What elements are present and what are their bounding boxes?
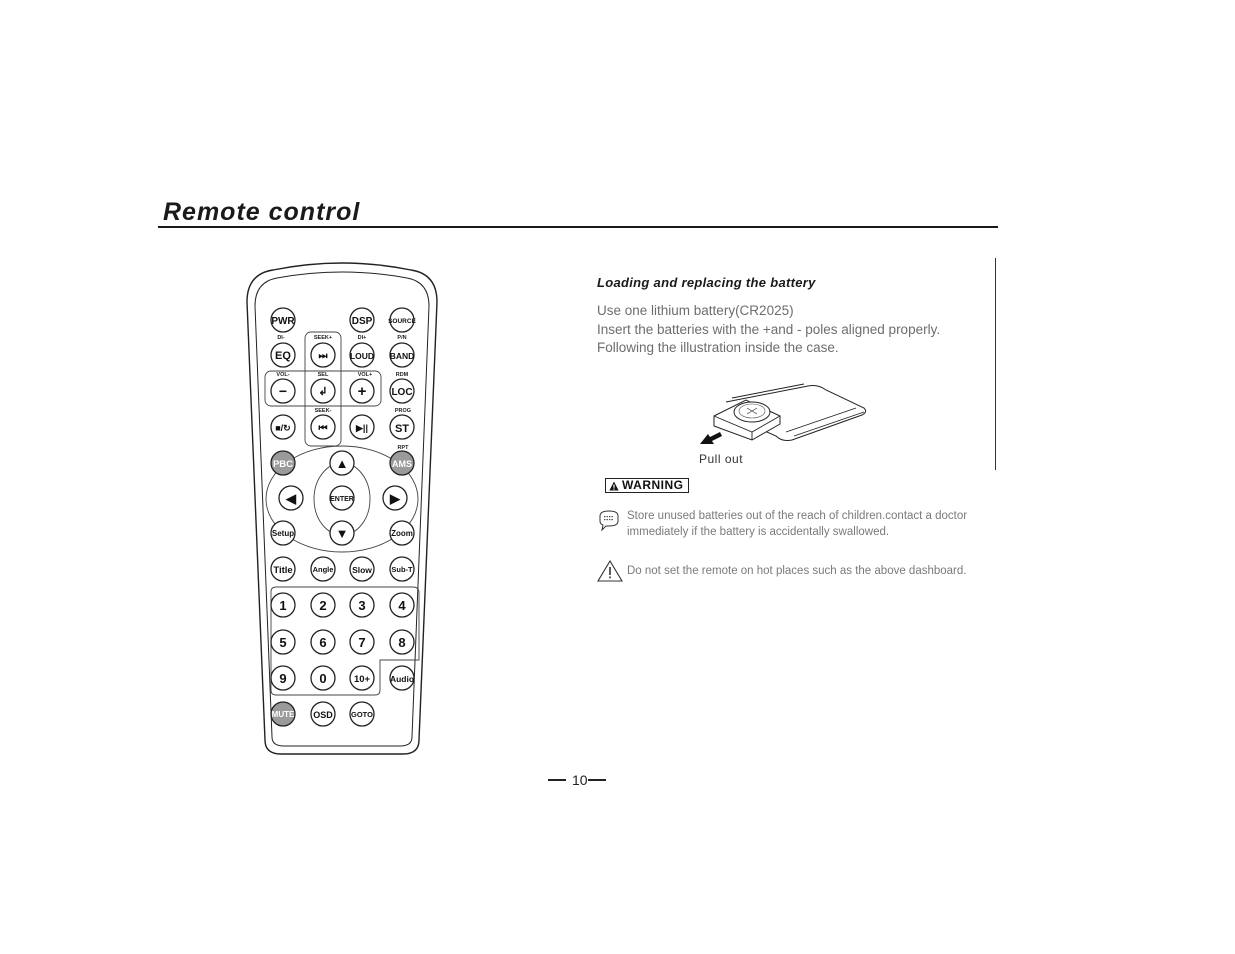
- small-label: SEL: [317, 372, 329, 378]
- button-label: AMS: [392, 459, 412, 469]
- battery-instructions: [597, 302, 987, 358]
- button-label: 10+: [353, 674, 371, 685]
- button-label: ⏭: [318, 351, 328, 362]
- title-rule: [158, 226, 998, 228]
- button-label: 1: [279, 598, 287, 613]
- button-label: Title: [273, 565, 293, 576]
- warning-badge: [605, 478, 689, 493]
- button-label: 6: [319, 635, 327, 650]
- button-label: PWR: [271, 316, 295, 327]
- button-label: +: [357, 383, 367, 400]
- instruction-line: Use one lithium battery(CR2025): [597, 303, 794, 318]
- small-label: P/N: [397, 335, 407, 341]
- speech-bubble-icon: [597, 508, 621, 532]
- small-label: VOL+: [357, 372, 373, 378]
- button-label: ■/↻: [275, 423, 291, 433]
- button-label: Setup: [271, 529, 295, 538]
- small-label: RPT: [397, 445, 409, 451]
- button-label: EQ: [275, 350, 291, 362]
- page-number-dash: [548, 779, 566, 781]
- button-label: ENTER: [330, 496, 354, 503]
- button-label: ▶||: [356, 423, 368, 433]
- button-label: LOUD: [349, 351, 375, 361]
- remote-svg: [243, 262, 441, 760]
- small-label: VOL-: [276, 372, 290, 378]
- button-label: LOC: [391, 387, 413, 398]
- button-label: PBC: [272, 459, 294, 470]
- page-number: [548, 772, 606, 788]
- warning-text: Store unused batteries out of the reach of children.contact a doctor immediately if the battery is accidentally swallowed.: [627, 510, 968, 538]
- button-label: BAND: [389, 351, 415, 361]
- instruction-line: Insert the batteries with the +and - poles aligned properly.: [597, 321, 941, 337]
- button-label: 5: [279, 635, 287, 650]
- button-label: GOTO: [351, 710, 373, 719]
- small-label: RDM: [395, 372, 409, 378]
- remote-control-illustration: [243, 262, 441, 765]
- page-number-value: 10: [572, 772, 588, 788]
- warning-triangle-icon: [609, 481, 619, 491]
- small-label: PROG: [394, 408, 412, 414]
- button-label: −: [278, 383, 288, 399]
- warning-label: WARNING: [622, 478, 684, 492]
- button-label: Audio: [389, 674, 415, 684]
- warning-text: Do not set the remote on hot places such as the above dashboard.: [627, 565, 967, 577]
- battery-tray-icon: [696, 382, 871, 450]
- button-label: ▶: [390, 491, 400, 506]
- page-title: Remote control: [163, 198, 361, 226]
- button-label: 8: [398, 635, 406, 650]
- button-label: 0: [319, 671, 327, 686]
- side-rule: [995, 258, 996, 470]
- instruction-line: Following the illustration inside the case.: [597, 340, 839, 355]
- battery-illustration: [696, 382, 871, 455]
- caution-triangle-icon: [597, 560, 623, 582]
- button-label: Zoom: [391, 529, 413, 538]
- button-label: DSP: [351, 316, 373, 327]
- button-label: OSD: [313, 710, 333, 720]
- button-label: ▼: [335, 526, 349, 541]
- pull-out-label: Pull out: [699, 452, 744, 466]
- button-label: 9: [279, 671, 287, 686]
- small-label: DI+: [357, 335, 367, 341]
- button-label: Sub-T: [391, 565, 413, 574]
- page-number-dash: [588, 779, 606, 781]
- small-label: SEEK-: [314, 408, 332, 414]
- button-label: 3: [358, 598, 366, 613]
- button-label: 2: [319, 598, 327, 613]
- button-label: MUTE: [271, 710, 295, 719]
- small-label: DI-: [277, 335, 285, 341]
- button-label: Slow: [352, 565, 372, 575]
- button-label: ST: [394, 423, 410, 435]
- small-label: SEEK+: [313, 335, 333, 341]
- button-label: Angle: [312, 565, 334, 574]
- button-label: ↲: [318, 386, 328, 398]
- button-label: 7: [358, 635, 366, 650]
- button-label: SOURCE: [388, 318, 416, 325]
- button-label: ▲: [335, 456, 349, 471]
- button-label: 4: [398, 598, 406, 613]
- button-label: ⏮: [318, 423, 328, 434]
- button-label: ◀: [286, 491, 296, 506]
- battery-section-heading: Loading and replacing the battery: [597, 275, 816, 290]
